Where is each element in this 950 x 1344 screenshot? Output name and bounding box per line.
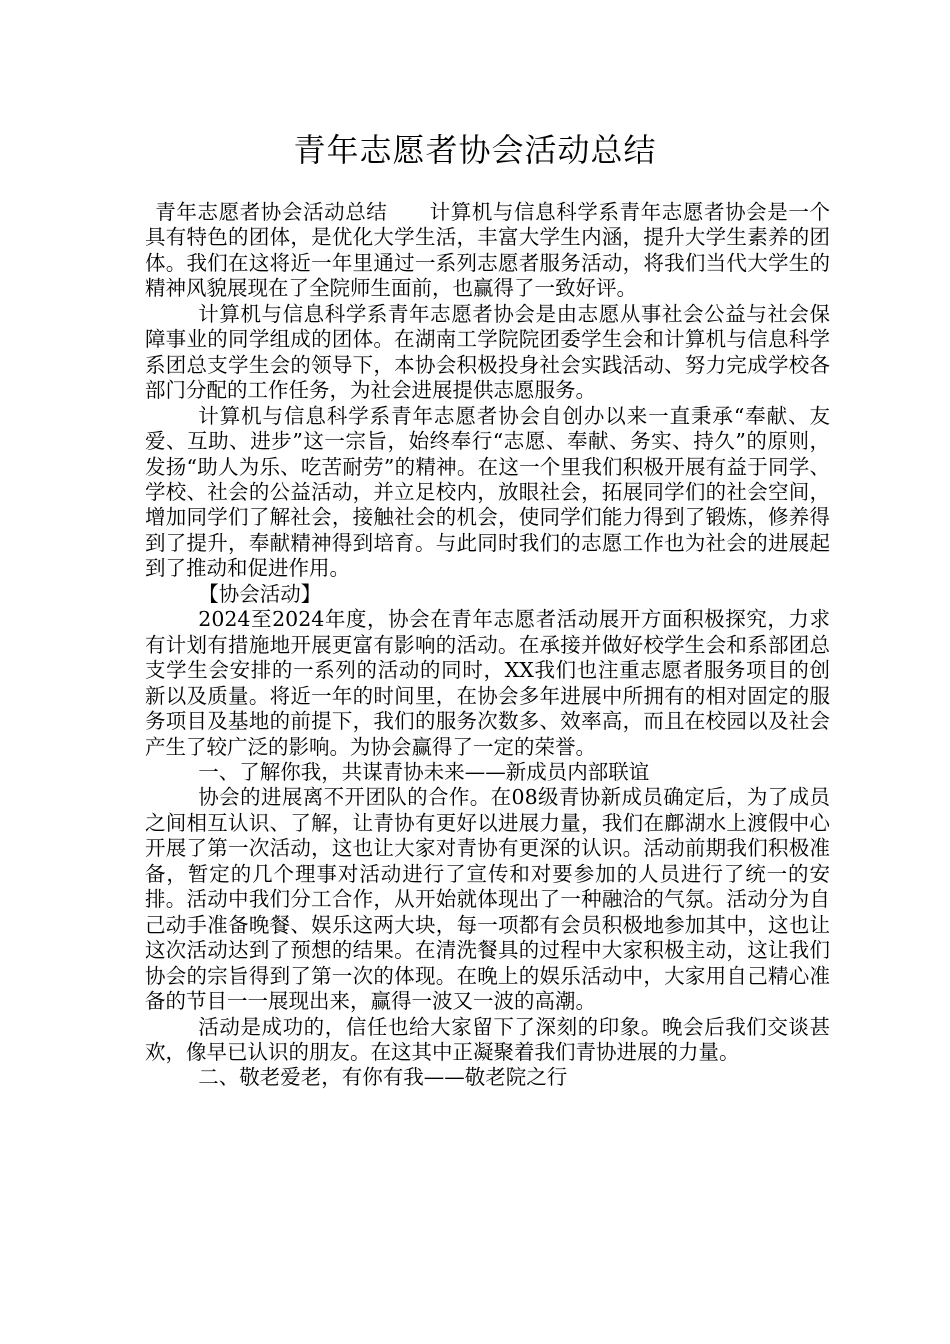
section-heading-activities: 【协会活动】	[198, 581, 322, 606]
paragraph-member-gathering: 协会的进展离不开团队的合作。在08级青协新成员确定后，为了成员之间相互认识、了解，让青协有更好以进展力量，我们在鄜湖水上渡假中心开展了第一次活动，这也让大家对青协有更深的认识。活动前期我们积极准备，暂定的几个理事对活动进行了宣传和对要参加的人员进行了统一的安排。活动中我们分工合作，从开始就体现出了一种融洽的气氛。活动分为自己动手准备晚餐、娱乐这两大块，每一项都有会员积极地参加其中，这也让这次活动达到了预想的结果。在清洗餐具的过程中大家积极主动，这让我们协会的宗旨得到了第一次的体现。在晚上的娱乐活动中，大家用自己精心准备的节目一一展现出来，赢得一波又一波的高潮。	[145, 785, 830, 1014]
paragraph-organization: 计算机与信息科学系青年志愿者协会是由志愿从事社会公益与社会保障事业的同学组成的团体。在湖南工学院院团委学生会和计算机与信息科学系团总支学生会的领导下，本协会积极投身社会实践活动、努力完成学校各部门分配的工作任务，为社会进展提供志愿服务。	[145, 301, 830, 403]
document-body	[145, 200, 830, 1091]
paragraph-annual-overview: 2024至2024年度，协会在青年志愿者活动展开方面积极探究，力求有计划有措施地开展更富有影响的活动。在承接并做好校学生会和系部团总支学生会安排的一系列的活动的同时，XX我们也注重志愿者服务项目的创新以及质量。将近一年的时间里，在协会多年进展中所拥有的相对固定的服务项目及基地的前提下，我们的服务次数多、效率高，而且在校园以及社会产生了较广泛的影响。为协会赢得了一定的荣誉。	[145, 607, 830, 759]
document-title: 青年志愿者协会活动总结	[293, 131, 657, 169]
subheading-nursing-home-visit: 二、敬老爱老，有你有我——敬老院之行	[198, 1065, 568, 1090]
paragraph-principles: 计算机与信息科学系青年志愿者协会自创办以来一直秉承“奉献、友爱、互助、进步”这一宗旨，始终奉行“志愿、奉献、务实、持久”的原则，发扬“助人为乐、吃苦耐劳”的精神。在这一个里我们积极开展有益于同学、学校、社会的公益活动，并立足校内，放眼社会，拓展同学们的社会空间，增加同学们了解社会，接触社会的机会，使同学们能力得到了锻炼，修养得到了提升，奉献精神得到培育。与此同时我们的志愿工作也为社会的进展起到了推动和促进作用。	[145, 403, 830, 581]
paragraph-intro: 青年志愿者协会活动总结 计算机与信息科学系青年志愿者协会是一个具有特色的团体，是优化大学生活，丰富大学生内涵，提升大学生素养的团体。我们在这将近一年里通过一系列志愿者服务活动，将我们当代大学生的精神风貌展现在了全院师生面前，也赢得了一致好评。	[145, 200, 830, 301]
subheading-member-gathering: 一、了解你我，共谋青协未来——新成员内部联谊	[198, 759, 650, 784]
paragraph-activity-result: 活动是成功的，信任也给大家留下了深刻的印象。晚会后我们交谈甚欢，像早已认识的朋友。在这其中正凝聚着我们青协进展的力量。	[145, 1014, 830, 1064]
